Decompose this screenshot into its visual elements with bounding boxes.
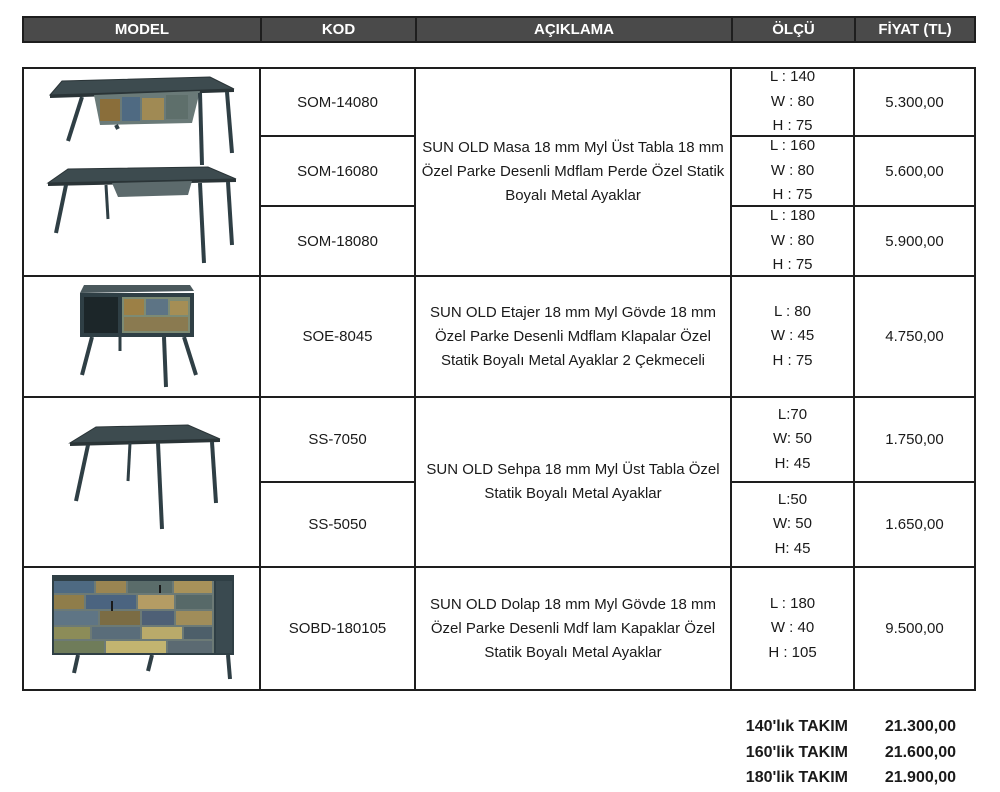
kod-cell: SOE-8045	[302, 328, 373, 345]
etajer-image	[72, 279, 202, 393]
price-cell: 5.300,00	[885, 93, 944, 111]
total-value: 21.900,00	[884, 769, 956, 786]
dim-height: H : 75	[772, 117, 813, 135]
total-value: 21.600,00	[884, 744, 956, 761]
price-cell: 5.900,00	[885, 232, 944, 250]
price-cell: 9.500,00	[885, 620, 944, 637]
header-kod: KOD	[262, 18, 417, 41]
dim-height: H : 75	[772, 351, 813, 369]
dimensions-cell	[732, 277, 853, 396]
dimensions-cell	[732, 483, 853, 566]
dim-width: W : 40	[770, 619, 815, 637]
kod-cell: SS-7050	[308, 431, 367, 448]
dim-width: W: 50	[773, 515, 812, 533]
header-olcu: ÖLÇÜ	[733, 18, 856, 41]
dim-width: W : 45	[770, 327, 815, 345]
dimensions-cell	[732, 207, 853, 275]
dim-width: W : 80	[770, 231, 815, 249]
dim-height: H : 75	[772, 256, 813, 274]
total-row	[718, 718, 956, 736]
desk-image	[42, 163, 242, 271]
description-sehpa: SUN OLD Sehpa 18 mm Myl Üst Tabla Özel Statik Boyalı Metal Ayaklar	[426, 461, 720, 502]
dim-height: H : 75	[772, 186, 813, 204]
kod-cell: SS-5050	[308, 516, 367, 533]
total-label: 160'lik TAKIM	[745, 744, 848, 761]
price-table	[22, 67, 976, 691]
total-label: 140'lık TAKIM	[745, 718, 848, 735]
header-aciklama: AÇIKLAMA	[417, 18, 733, 41]
dim-length: L:70	[777, 405, 808, 423]
dim-width: W : 80	[770, 161, 815, 179]
dim-width: W : 80	[770, 92, 815, 110]
coffee-table-image	[66, 417, 226, 535]
dim-length: L : 80	[774, 302, 811, 320]
dim-width: W: 50	[773, 430, 812, 448]
dim-length: L : 180	[769, 594, 816, 612]
dimensions-cell	[732, 398, 853, 481]
dim-height: H: 45	[774, 454, 811, 472]
table-header	[22, 16, 976, 43]
header-model: MODEL	[24, 18, 262, 41]
total-row	[718, 744, 956, 762]
total-row	[718, 769, 956, 787]
kod-cell: SOBD-180105	[288, 620, 387, 637]
kod-cell: SOM-18080	[297, 232, 378, 250]
dim-length: L : 160	[769, 137, 816, 155]
dim-height: H: 45	[774, 539, 811, 557]
price-cell: 5.600,00	[885, 162, 944, 180]
description-dolap: SUN OLD Dolap 18 mm Myl Gövde 18 mm Özel Parke Desenli Mdf lam Kapaklar Özel Statik Boyalı Metal Ayaklar	[430, 595, 716, 661]
dimensions-cell	[732, 137, 853, 205]
cabinet-image	[48, 571, 238, 685]
desk-image	[42, 71, 242, 169]
price-cell: 1.750,00	[885, 431, 944, 448]
header-fiyat: FİYAT (TL)	[878, 21, 952, 38]
dimensions-cell	[732, 69, 853, 135]
price-cell: 1.650,00	[885, 516, 944, 533]
total-value: 21.300,00	[884, 718, 956, 735]
grid-line	[22, 689, 976, 691]
grid-line	[22, 67, 24, 691]
dim-length: L : 180	[769, 207, 816, 225]
total-label: 180'lik TAKIM	[745, 769, 848, 786]
dim-length: L : 140	[769, 68, 816, 86]
kod-cell: SOM-16080	[297, 162, 378, 180]
description-etajer: SUN OLD Etajer 18 mm Myl Gövde 18 mm Özel Parke Desenli Mdflam Klapalar Özel Statik Boyalı Metal Ayaklar 2 Çekmeceli	[430, 303, 716, 369]
grid-line	[974, 67, 976, 691]
kod-cell: SOM-14080	[297, 93, 378, 111]
dim-height: H : 105	[768, 643, 817, 661]
dim-length: L:50	[777, 490, 808, 508]
dimensions-cell	[732, 568, 853, 689]
description-masa: SUN OLD Masa 18 mm Myl Üst Tabla 18 mm Özel Parke Desenli Mdflam Perde Özel Statik Boyalı Metal Ayaklar	[421, 139, 725, 204]
price-cell: 4.750,00	[885, 328, 944, 345]
